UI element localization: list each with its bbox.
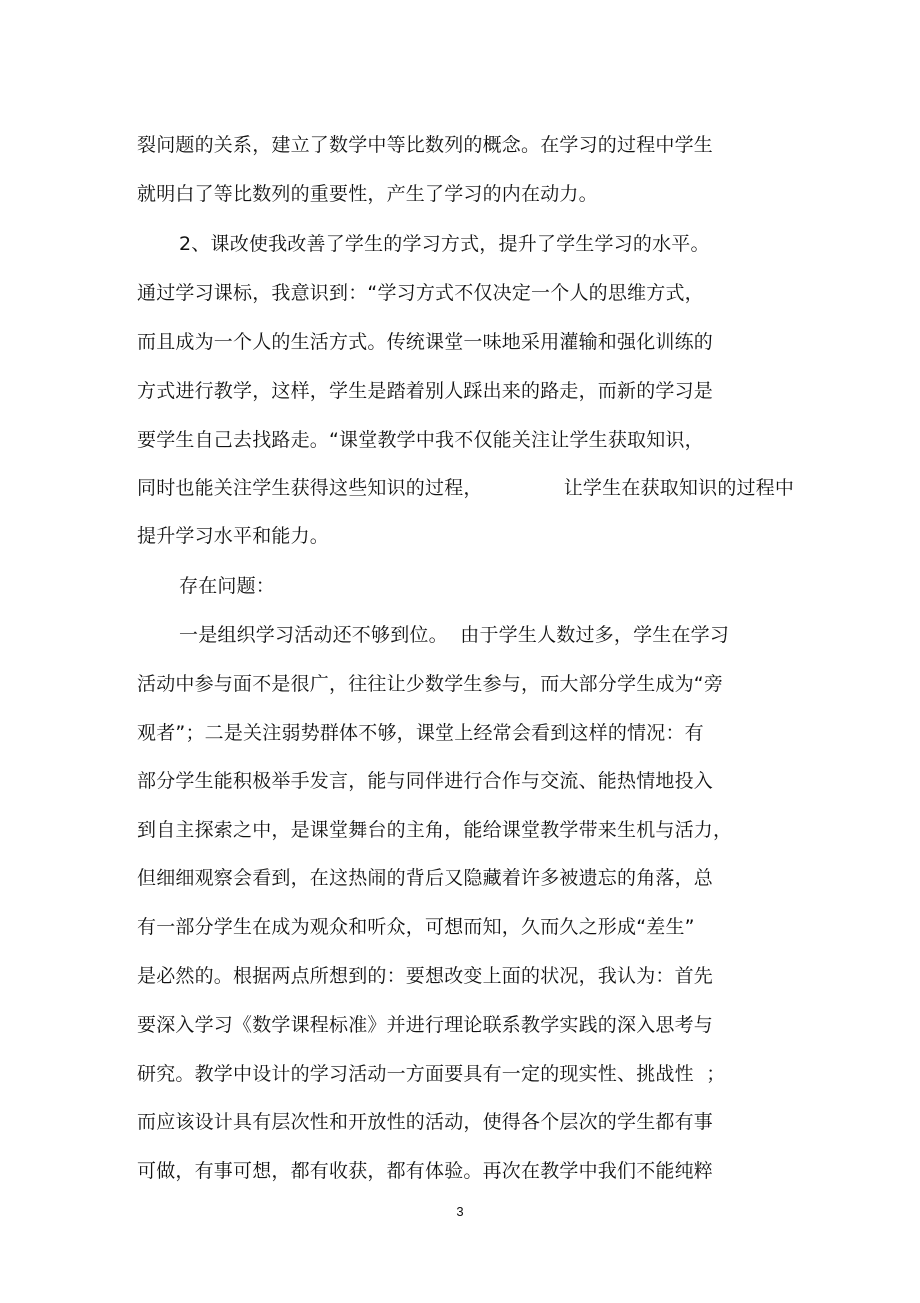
text-line: 研究。教学中设计的学习活动一方面要具有一定的现实性、挑战性 ； (137, 1063, 726, 1085)
text-line: 有一部分学生在成为观众和听众，可想而知，久而久之形成“差生” (137, 916, 695, 938)
text-line: 部分学生能积极举手发言，能与同伴进行合作与交流、能热情地投入 (137, 770, 714, 792)
text-line: 提升学习水平和能力。 (137, 525, 330, 547)
text-line: 可做，有事可想，都有收获，都有体验。再次在教学中我们不能纯粹 (137, 1160, 714, 1182)
text-line: 而且成为一个人的生活方式。传统课堂一味地采用灌输和强化训练的 (137, 331, 714, 353)
text-line: 方式进行教学，这样，学生是踏着别人踩出来的路走，而新的学习是 (137, 380, 714, 402)
text-line: 同时也能关注学生获得这些知识的过程， 让学生在获取知识的过程中 (137, 477, 795, 499)
text-line: 是必然的。根据两点所想到的：要想改变上面的状况，我认为：首先 (137, 965, 714, 987)
text-line: 裂问题的关系，建立了数学中等比数列的概念。在学习的过程中学生 (137, 134, 714, 156)
text-line: 要深入学习《数学课程标准》并进行理论联系教学实践的深入思考与 (137, 1014, 714, 1036)
text-line: 而应该设计具有层次性和开放性的活动，使得各个层次的学生都有事 (137, 1111, 714, 1133)
page-number: 3 (456, 1204, 464, 1219)
text-line: 活动中参与面不是很广，往往让少数学生参与，而大部分学生成为“旁 (137, 673, 724, 695)
section-heading: 存在问题： (179, 575, 276, 597)
text-line: 一是组织学习活动还不够到位。 由于学生人数过多，学生在学习 (179, 624, 730, 646)
text-line: 但细细观察会看到，在这热闹的背后又隐藏着许多被遗忘的角落，总 (137, 867, 714, 889)
text-line: 通过学习课标，我意识到：“学习方式不仅决定一个人的思维方式， (137, 282, 704, 304)
text-line: 就明白了等比数列的重要性，产生了学习的内在动力。 (137, 183, 598, 205)
text-line: 到自主探索之中，是课堂舞台的主角，能给课堂教学带来生机与活力， (137, 819, 733, 841)
text-line: 2、课改使我改善了学生的学习方式，提升了学生学习的水平。 (179, 233, 710, 255)
text-line: 要学生自己去找路走。“课堂教学中我不仅能关注让学生获取知识， (137, 429, 704, 451)
text-line: 观者”；二是关注弱势群体不够，课堂上经常会看到这样的情况：有 (137, 722, 704, 744)
